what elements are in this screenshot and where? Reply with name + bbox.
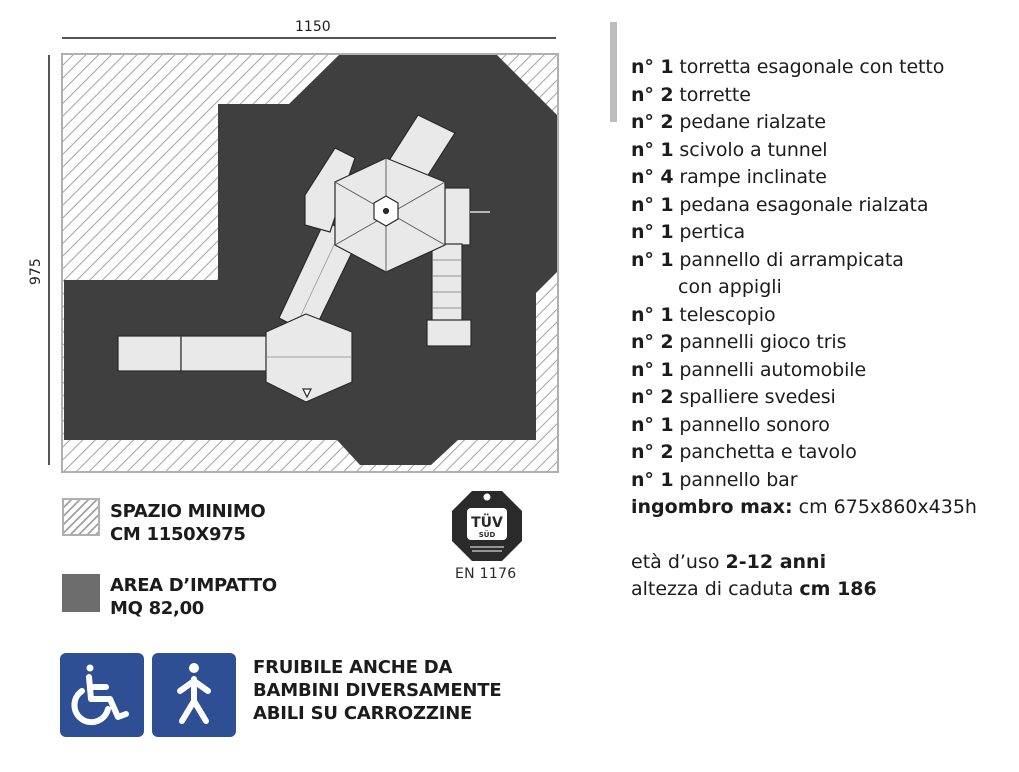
component-item [631,468,797,492]
component-item [631,440,857,464]
component-item [631,165,827,189]
playground-plan [0,0,600,480]
component-item [631,138,827,162]
component-item [631,83,751,107]
accessibility-line-3: ABILI SU CARROZZINE [253,703,473,724]
width-label: 1150 [295,19,331,35]
component-qty: n° 2 [631,83,674,106]
component-item [631,55,944,79]
component-item [631,110,826,134]
component-item [631,303,775,327]
component-qty: n° 1 [631,248,674,271]
component-qty: n° 1 [631,56,674,78]
component-text: torrette [679,83,751,106]
minimum-space-title: SPAZIO MINIMO [110,501,266,522]
component-qty: n° 1 [631,468,674,491]
component-text: rampe inclinate [679,166,827,188]
component-text: pertica [679,221,746,243]
component-text: spalliere svedesi [679,386,836,408]
component-text: pedana esagonale rialzata [679,193,929,216]
component-text-continued: con appigli [678,276,782,298]
component-text: pannello di arrampicata [679,248,904,271]
impact-area-value: MQ 82,00 [110,598,205,619]
max-size-label: ingombro max: [631,496,793,518]
pedestrian-icon-box [152,653,236,737]
width-dimension [62,19,556,38]
impact-area-swatch [62,574,100,612]
component-qty: n° 2 [631,111,674,133]
accessibility-note [253,656,501,725]
component-item [631,330,846,354]
component-qty: n° 1 [631,413,674,436]
component-qty: n° 1 [631,193,674,216]
component-item [631,248,904,272]
component-item [631,193,928,217]
max-size-line [631,495,977,519]
component-item [631,220,745,244]
fall-height-line [631,577,877,601]
component-item [631,385,836,409]
component-text: pannelli automobile [679,358,867,381]
minimum-space-legend [110,500,265,546]
component-item [631,413,830,437]
component-qty: n° 2 [631,331,674,353]
impact-area-legend [110,574,277,620]
tuv-sub: SÜD [478,531,496,539]
pedestrian-icon [152,653,236,737]
component-text: scivolo a tunnel [679,138,828,161]
minimum-space-dimensions: CM 1150X975 [110,524,246,545]
height-label: 975 [28,258,44,285]
accent-bar [610,22,617,122]
component-qty: n° 1 [631,303,674,326]
component-qty: n° 1 [631,358,674,381]
wheelchair-icon [60,653,144,737]
norm-label: EN 1176 [455,566,517,582]
age-line [631,550,826,574]
component-text: torretta esagonale con tetto [679,56,945,78]
tuv-mark: TÜV [471,515,503,531]
component-text: panchetta e tavolo [679,441,857,463]
component-text: telescopio [679,303,776,326]
max-size-value: cm 675x860x435h [798,496,977,518]
impact-area-title: AREA D’IMPATTO [110,575,277,596]
age-value: 2-12 anni [725,551,827,573]
component-text: pannelli gioco tris [679,331,847,353]
component-text: pannello sonoro [679,413,830,436]
height-dimension [28,55,49,465]
age-label: età d’uso [631,551,720,573]
component-qty: n° 1 [631,138,674,161]
accessibility-line-1: FRUIBILE ANCHE DA [253,657,453,678]
fall-height-label: altezza di caduta [631,578,794,600]
component-text: pedane rialzate [679,111,826,133]
component-qty: n° 2 [631,441,674,463]
component-item [631,358,866,382]
component-qty: n° 4 [631,166,674,188]
component-text: pannello bar [679,468,798,491]
tuv-sud-logo [450,489,524,563]
component-qty: n° 1 [631,221,674,243]
wheelchair-icon-box [60,653,144,737]
accessibility-line-2: BAMBINI DIVERSAMENTE [253,680,502,701]
minimum-space-swatch [62,498,100,536]
fall-height-value: cm 186 [799,578,877,600]
component-qty: n° 2 [631,386,674,408]
